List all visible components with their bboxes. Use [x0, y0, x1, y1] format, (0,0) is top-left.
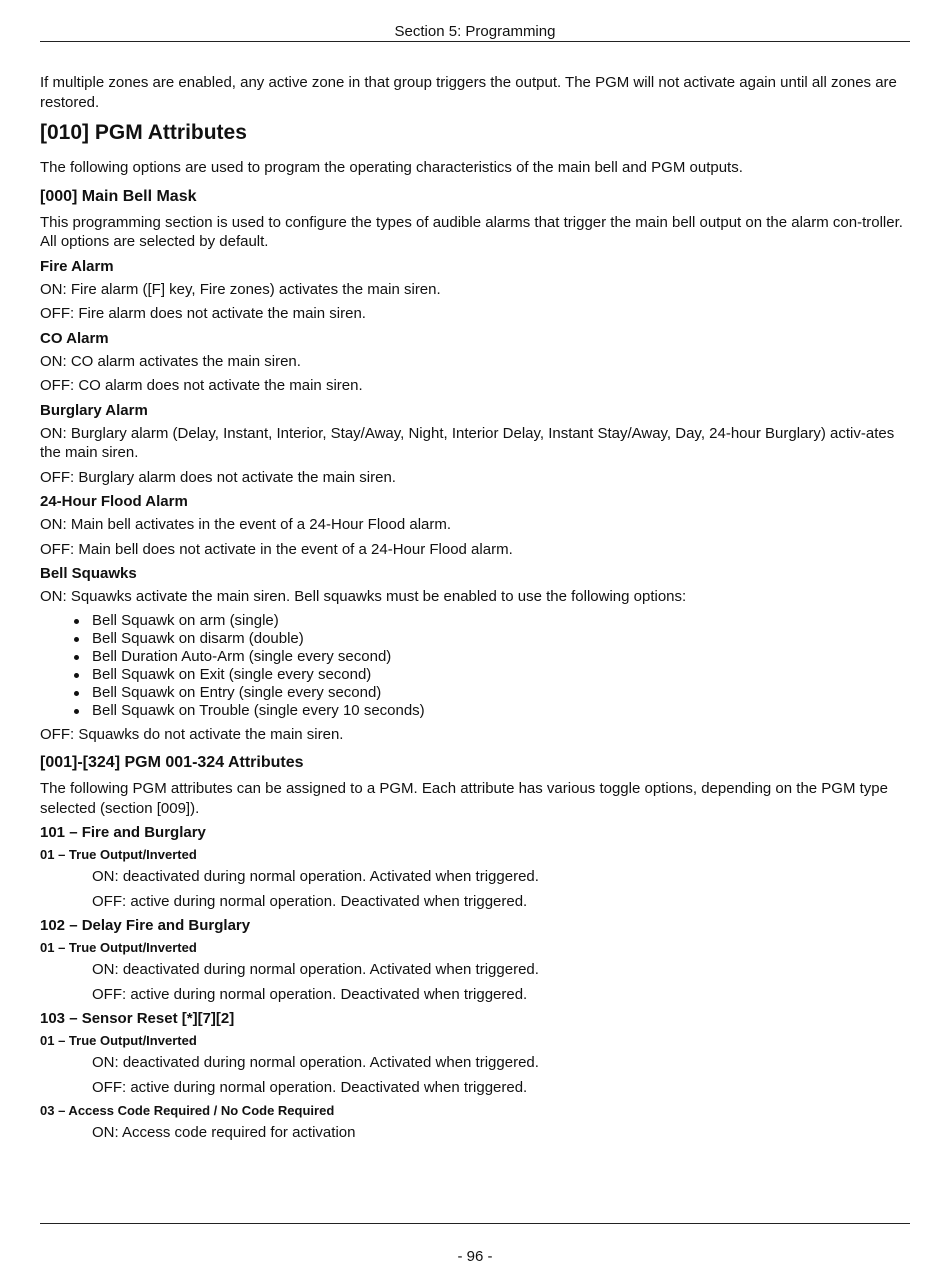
- bullet-icon: [74, 691, 79, 696]
- fire-alarm-on: ON: Fire alarm ([F] key, Fire zones) activates the main siren.: [40, 280, 441, 298]
- list-item: Bell Squawk on Trouble (single every 10 seconds): [40, 702, 910, 720]
- intro-paragraph: If multiple zones are enabled, any active zone in that group triggers the output. The PGM will not activate again until all zones are restored.: [40, 74, 897, 111]
- co-alarm-on: ON: CO alarm activates the main siren.: [40, 352, 301, 370]
- pgm-attributes-heading: [001]-[324] PGM 001-324 Attributes: [40, 754, 304, 771]
- attribute-103-option: 01 – True Output/Inverted: [40, 1033, 197, 1048]
- list-item: Bell Duration Auto-Arm (single every second): [40, 648, 910, 666]
- list-item: Bell Squawk on Exit (single every second): [40, 666, 910, 684]
- section-010-description: The following options are used to program the operating characteristics of the main bell and PGM outputs.: [40, 159, 743, 176]
- fire-alarm-off: OFF: Fire alarm does not activate the main siren.: [40, 305, 366, 322]
- attribute-103-off: OFF: active during normal operation. Deactivated when triggered.: [92, 1078, 528, 1096]
- co-alarm-off: OFF: CO alarm does not activate the main siren.: [40, 377, 363, 394]
- flood-alarm-title: 24-Hour Flood Alarm: [40, 493, 188, 510]
- bullet-icon: [74, 673, 79, 678]
- burglary-alarm-on: ON: Burglary alarm (Delay, Instant, Interior, Stay/Away, Night, Interior Delay, Instant Stay/Away, Day, 24-hour Burglary) activ-ates the main siren.: [40, 424, 895, 461]
- bullet-icon: [74, 655, 79, 660]
- bell-squawks-title: Bell Squawks: [40, 565, 137, 582]
- attribute-102-option: 01 – True Output/Inverted: [40, 940, 197, 955]
- list-item: Bell Squawk on disarm (double): [40, 630, 910, 648]
- pgm-attributes-description: The following PGM attributes can be assigned to a PGM. Each attribute has various toggle options, depending on the PGM type selected (section [009]).: [40, 780, 888, 817]
- attribute-103-on: ON: deactivated during normal operation. Activated when triggered.: [92, 1054, 539, 1071]
- bullet-icon: [74, 637, 79, 642]
- header-rule: [40, 41, 910, 42]
- attribute-101-on: ON: deactivated during normal operation. Activated when triggered.: [92, 868, 539, 885]
- page-body: [40, 73, 910, 1148]
- footer-rule: [40, 1223, 910, 1224]
- burglary-alarm-title: Burglary Alarm: [40, 401, 148, 419]
- section-heading-010: [010] PGM Attributes: [40, 121, 247, 144]
- main-bell-mask-heading: [000] Main Bell Mask: [40, 187, 197, 205]
- burglary-alarm-off: OFF: Burglary alarm does not activate the main siren.: [40, 468, 396, 486]
- bullet-icon: [74, 619, 79, 624]
- list-item: Bell Squawk on Entry (single every second): [40, 684, 910, 702]
- attribute-101-off: OFF: active during normal operation. Deactivated when triggered.: [92, 892, 528, 910]
- flood-alarm-on: ON: Main bell activates in the event of a 24-Hour Flood alarm.: [40, 516, 452, 533]
- bell-squawks-off: OFF: Squawks do not activate the main siren.: [40, 725, 344, 743]
- co-alarm-title: CO Alarm: [40, 329, 109, 347]
- attribute-103-option-2: 03 – Access Code Required / No Code Required: [40, 1103, 335, 1118]
- attribute-102-title: 102 – Delay Fire and Burglary: [40, 917, 251, 934]
- attribute-101-option: 01 – True Output/Inverted: [40, 847, 197, 862]
- attribute-103-on-2: ON: Access code required for activation: [92, 1124, 356, 1141]
- fire-alarm-title: Fire Alarm: [40, 257, 114, 275]
- bell-squawks-on: ON: Squawks activate the main siren. Bell squawks must be enabled to use the following options:: [40, 588, 687, 605]
- attribute-102-on: ON: deactivated during normal operation. Activated when triggered.: [92, 961, 539, 978]
- list-item: Bell Squawk on arm (single): [40, 612, 910, 630]
- attribute-101-title: 101 – Fire and Burglary: [40, 824, 206, 841]
- attribute-103-title: 103 – Sensor Reset [*][7][2]: [40, 1010, 235, 1027]
- flood-alarm-off: OFF: Main bell does not activate in the event of a 24-Hour Flood alarm.: [40, 540, 513, 558]
- bullet-icon: [74, 709, 79, 714]
- bell-squawk-options-list: [40, 612, 910, 720]
- attribute-102-off: OFF: active during normal operation. Deactivated when triggered.: [92, 985, 528, 1003]
- main-bell-mask-description: This programming section is used to configure the types of audible alarms that trigger the main bell output on the alarm con-troller. All options are selected by default.: [40, 213, 903, 250]
- running-header: Section 5: Programming: [394, 23, 556, 40]
- page-number: - 96 -: [457, 1248, 493, 1265]
